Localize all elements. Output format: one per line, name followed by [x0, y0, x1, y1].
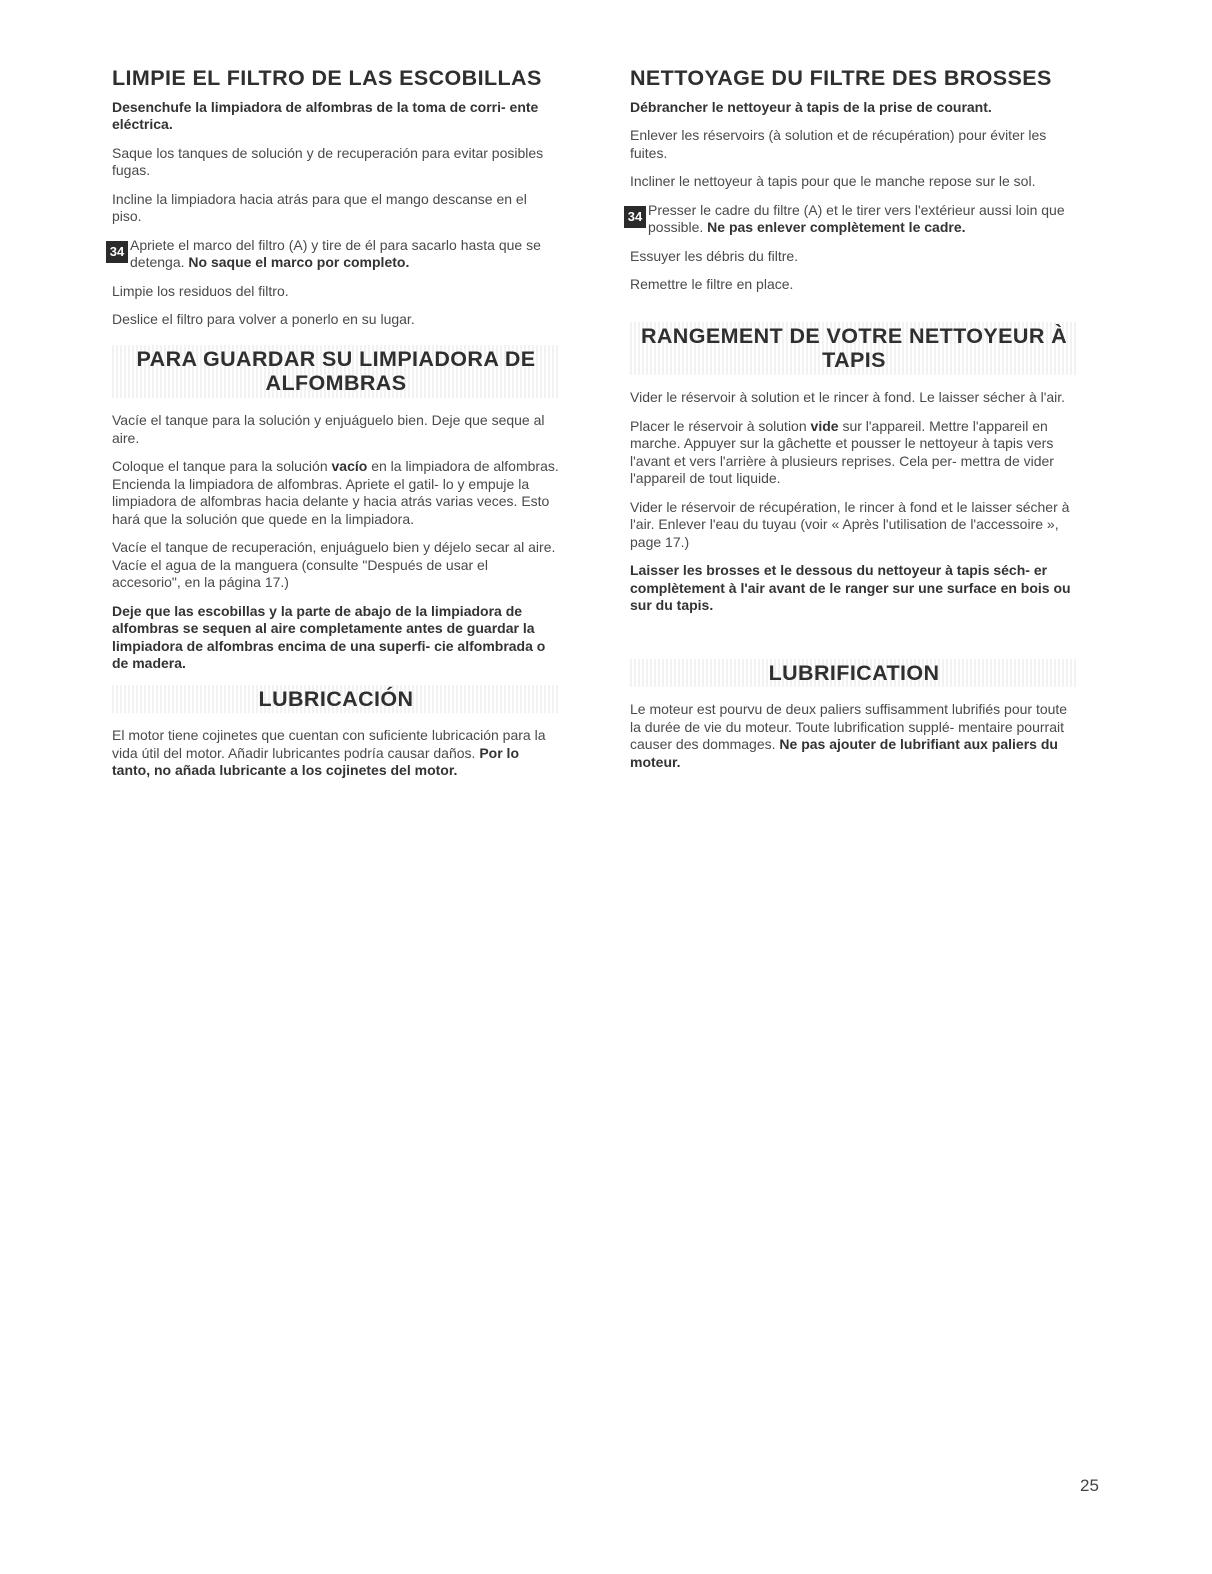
french-column: [627, 66, 1078, 782]
storage-place-empty-fr: vide: [810, 417, 839, 434]
lubrication-warning: Por lo tanto, no añada lubricante a los cojinetes del motor.: [112, 744, 519, 779]
filter-pull-text-fr: Presser le cadre du filtre (A) et le tirer vers l'extérieur aussi loin que possible.: [648, 201, 1065, 236]
lubrication-section-title: LUBRICACIÓN: [112, 685, 560, 714]
storage-step-place-tank: [112, 458, 560, 528]
filter-step-remove-tanks: Saque los tanques de solución y de recuperación para evitar posibles fugas.: [112, 144, 544, 179]
page-number: 25: [1080, 1476, 1099, 1495]
filter-pull-warning-fr: Ne pas enlever complètement le cadre.: [707, 219, 966, 236]
filter-step-unplug-fr: Débrancher le nettoyeur à tapis de la prise de courant.: [630, 98, 992, 115]
storage-step-recovery-fr: Vider le réservoir de récupération, le rincer à fond et le laisser sécher à l'air. Enlever l'eau du tuyau (voir « Après l'utilisation de l'accessoire », page 17.): [630, 498, 1070, 550]
storage-section-title: PARA GUARDAR SU LIMPIADORA DE ALFOMBRAS: [112, 345, 560, 398]
lubrication-text-main-fr: Le moteur est pourvu de deux paliers suffisamment lubrifiés pour toute la durée de vie du moteur. Toute lubrification supplé- mentaire pourrait causer des dommages.: [630, 701, 1068, 753]
filter-step-remove-tanks-fr: Enlever les réservoirs (à solution et de récupération) pour éviter les fuites.: [630, 127, 1047, 161]
storage-step-empty-solution-fr: Vider le réservoir à solution et le rincer à fond. Le laisser sécher à l'air.: [630, 389, 1066, 406]
storage-step-dry: Deje que las escobillas y la parte de abajo de la limpiadora de alfombras se sequen al aire completamente antes de guardar la limpiadora de alfombras encima de una superfi- cie alfombrada o de madera.: [112, 602, 546, 672]
lubrication-text: [112, 727, 560, 780]
filter-step-pull-frame: [109, 236, 560, 283]
storage-step-empty-solution: Vacíe el tanque para la solución y enjuáguelo bien. Deje que seque al aire.: [112, 412, 545, 446]
filter-step-unplug: Desenchufe la limpiadora de alfombras de la toma de corri- ente eléctrica.: [112, 98, 539, 133]
lubrication-section-title-fr: LUBRIFICATION: [630, 659, 1078, 688]
storage-place-text-a: Coloque el tanque para la solución: [112, 458, 328, 475]
storage-place-text-b: en la limpiadora de alfombras. Encienda la limpiadora de alfombras. Apriete el gatil- lo y empuje la limpiadora de alfombras hacia delante y hacia atrás varias veces. Esto hará que la solución que quede en la limpiadora.: [112, 458, 559, 527]
storage-section-title-fr: RANGEMENT DE VOTRE NETTOYEUR À TAPIS: [630, 322, 1078, 375]
lubrication-warning-fr: Ne pas ajouter de lubrifiant aux paliers du moteur.: [630, 736, 1058, 770]
storage-place-text-b-fr: sur l'appareil. Mettre l'appareil en marche. Appuyer sur la gâchette et pousser le nettoyeur à tapis vers l'avant et vers l'arrière à plusieurs reprises. Cela per- mettra de vider l'appareil de tout liquide.: [630, 417, 1054, 487]
storage-step-dry-fr: Laisser les brosses et le dessous du nettoyeur à tapis séch- er complètement à l'air avant de le ranger sur une surface en bois ou sur du tapis.: [630, 562, 1071, 614]
storage-step-recovery: Vacíe el tanque de recuperación, enjuáguelo bien y déjelo secar al aire. Vacíe el agua de la manguera (consulte "Después de usar el accesorio", en la página 17.): [112, 539, 556, 591]
figure-34-icon: 34: [624, 206, 646, 228]
filter-pull-text: Apriete el marco del filtro (A) y tire de él para sacarlo hasta que se detenga.: [130, 236, 541, 271]
lubrication-text-fr: [630, 701, 1078, 771]
lubrication-text-main: El motor tiene cojinetes que cuentan con suficiente lubricación para la vida útil del motor. Añadir lubricantes podría causar daños.: [112, 727, 546, 761]
filter-step-tilt-fr: Incliner le nettoyeur à tapis pour que le manche repose sur le sol.: [630, 173, 1036, 190]
filter-step-replace: Deslice el filtro para volver a ponerlo en su lugar.: [112, 311, 415, 328]
storage-step-place-tank-fr: [630, 418, 1078, 488]
filter-step-clean-fr: Essuyer les débris du filtre.: [630, 247, 799, 264]
filter-step-clean: Limpie los residuos del filtro.: [112, 282, 289, 299]
filter-step-pull-frame-fr: [627, 201, 1078, 248]
filter-pull-warning: No saque el marco por completo.: [188, 254, 410, 271]
filter-section-title-fr: NETTOYAGE DU FILTRE DES BROSSES: [630, 66, 1052, 90]
filter-step-tilt: Incline la limpiadora hacia atrás para que el mango descanse en el piso.: [112, 190, 527, 225]
figure-34-icon: 34: [106, 241, 128, 263]
spanish-column: [109, 66, 560, 791]
filter-section-title: LIMPIE EL FILTRO DE LAS ESCOBILLAS: [112, 66, 542, 90]
filter-step-replace-fr: Remettre le filtre en place.: [630, 276, 794, 293]
storage-place-empty: vacío: [331, 458, 368, 475]
storage-place-text-a-fr: Placer le réservoir à solution: [630, 417, 807, 434]
